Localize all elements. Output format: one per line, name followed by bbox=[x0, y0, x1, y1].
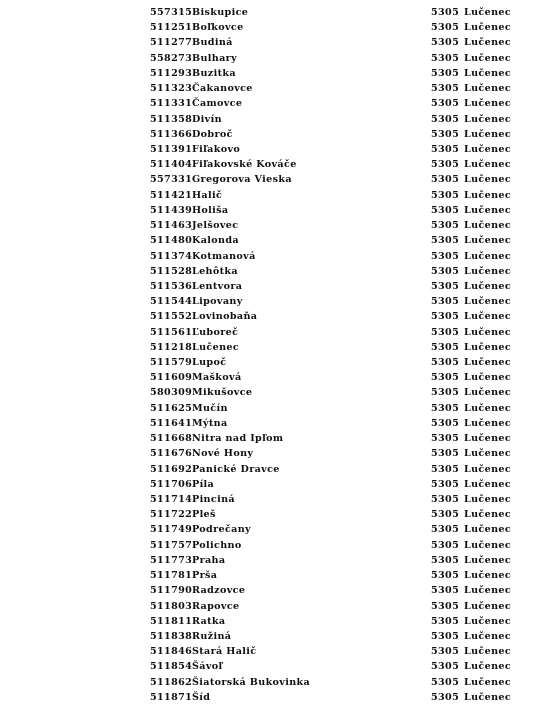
municipality-code: 511625 bbox=[150, 402, 193, 414]
municipality-code: 511421 bbox=[150, 189, 193, 201]
municipality-code: 511722 bbox=[150, 509, 193, 521]
municipality-table bbox=[0, 5, 556, 705]
municipality-code: 511480 bbox=[150, 235, 193, 247]
municipality-code: 511218 bbox=[150, 341, 193, 353]
district-name: Lučenec bbox=[464, 494, 512, 505]
municipality-code: 511277 bbox=[150, 37, 193, 49]
district-name: Lučenec bbox=[464, 326, 512, 338]
municipality-name: Pleš bbox=[192, 509, 216, 521]
district-name: Lučenec bbox=[464, 539, 512, 551]
municipality-name: Rapovce bbox=[192, 600, 240, 612]
municipality-code: 511404 bbox=[150, 159, 193, 171]
district-name: Lučenec bbox=[464, 478, 512, 490]
municipality-name: Píla bbox=[192, 478, 215, 490]
district-name: Lučenec bbox=[464, 22, 512, 34]
municipality-name: Jelšovec bbox=[192, 220, 239, 232]
municipality-name: Lupoč bbox=[192, 357, 227, 369]
table-row bbox=[0, 157, 556, 172]
district-name: Lučenec bbox=[464, 67, 512, 79]
municipality-name: Pinciná bbox=[192, 494, 235, 505]
municipality-code: 511811 bbox=[150, 615, 193, 627]
district-name: Lučenec bbox=[464, 280, 512, 292]
table-row bbox=[0, 355, 556, 370]
district-name: Lučenec bbox=[464, 585, 512, 597]
municipality-code: 511293 bbox=[150, 67, 193, 79]
municipality-code: 511714 bbox=[150, 494, 193, 505]
district-name: Lučenec bbox=[464, 600, 512, 612]
district-code: 5305 bbox=[431, 524, 460, 536]
table-row bbox=[0, 218, 556, 233]
municipality-code: 511871 bbox=[150, 691, 193, 703]
table-row bbox=[0, 127, 556, 142]
municipality-name: Nitra nad Ipľom bbox=[192, 433, 284, 445]
district-code: 5305 bbox=[431, 448, 460, 460]
table-row bbox=[0, 35, 556, 50]
municipality-name: Divín bbox=[192, 113, 222, 125]
municipality-name: Nové Hony bbox=[192, 448, 254, 460]
table-row bbox=[0, 599, 556, 614]
district-code: 5305 bbox=[431, 7, 460, 18]
district-name: Lučenec bbox=[464, 433, 512, 445]
district-code: 5305 bbox=[431, 311, 460, 323]
table-row bbox=[0, 416, 556, 431]
municipality-name: Budiná bbox=[192, 37, 233, 49]
table-row bbox=[0, 5, 556, 20]
district-name: Lučenec bbox=[464, 128, 512, 140]
district-name: Lučenec bbox=[464, 113, 512, 125]
district-name: Lučenec bbox=[464, 646, 512, 658]
municipality-code: 511862 bbox=[150, 676, 193, 688]
municipality-code: 511552 bbox=[150, 311, 193, 323]
table-row bbox=[0, 325, 556, 340]
district-code: 5305 bbox=[431, 539, 460, 551]
district-name: Lučenec bbox=[464, 509, 512, 521]
municipality-code: 511528 bbox=[150, 265, 193, 277]
table-row bbox=[0, 446, 556, 461]
district-name: Lučenec bbox=[464, 189, 512, 201]
municipality-code: 511803 bbox=[150, 600, 193, 612]
district-code: 5305 bbox=[431, 630, 460, 642]
municipality-name: Dobroč bbox=[192, 128, 233, 140]
municipality-code: 511838 bbox=[150, 630, 193, 642]
district-name: Lučenec bbox=[464, 265, 512, 277]
municipality-code: 511463 bbox=[150, 220, 193, 232]
municipality-code: 511757 bbox=[150, 539, 193, 551]
district-code: 5305 bbox=[431, 250, 460, 262]
district-code: 5305 bbox=[431, 402, 460, 414]
table-row bbox=[0, 538, 556, 553]
municipality-code: 580309 bbox=[150, 387, 193, 399]
district-name: Lučenec bbox=[464, 417, 512, 429]
table-row bbox=[0, 81, 556, 96]
municipality-code: 511668 bbox=[150, 433, 193, 445]
district-code: 5305 bbox=[431, 600, 460, 612]
municipality-code: 511846 bbox=[150, 646, 193, 658]
district-code: 5305 bbox=[431, 554, 460, 566]
table-row bbox=[0, 340, 556, 355]
district-code: 5305 bbox=[431, 204, 460, 216]
municipality-code: 511251 bbox=[150, 22, 193, 34]
table-row bbox=[0, 614, 556, 629]
district-code: 5305 bbox=[431, 585, 460, 597]
district-name: Lučenec bbox=[464, 676, 512, 688]
table-row bbox=[0, 279, 556, 294]
district-name: Lučenec bbox=[464, 463, 512, 475]
municipality-name: Šiatorská Bukovinka bbox=[192, 676, 311, 688]
district-name: Lučenec bbox=[464, 402, 512, 414]
municipality-name: Kalonda bbox=[192, 235, 239, 247]
municipality-code: 557331 bbox=[150, 174, 193, 186]
district-code: 5305 bbox=[431, 326, 460, 338]
municipality-name: Halič bbox=[192, 189, 223, 201]
district-name: Lučenec bbox=[464, 174, 512, 186]
municipality-name: Lovinobaňa bbox=[192, 311, 258, 323]
district-code: 5305 bbox=[431, 676, 460, 688]
municipality-name: Panické Dravce bbox=[192, 463, 280, 475]
district-code: 5305 bbox=[431, 341, 460, 353]
district-code: 5305 bbox=[431, 220, 460, 232]
municipality-name: Holiša bbox=[192, 204, 229, 216]
district-code: 5305 bbox=[431, 265, 460, 277]
municipality-code: 511331 bbox=[150, 98, 193, 110]
district-code: 5305 bbox=[431, 357, 460, 369]
table-row bbox=[0, 309, 556, 324]
municipality-name: Fiľakovské Kováče bbox=[192, 159, 297, 171]
district-code: 5305 bbox=[431, 189, 460, 201]
district-name: Lučenec bbox=[464, 448, 512, 460]
district-code: 5305 bbox=[431, 128, 460, 140]
table-row bbox=[0, 188, 556, 203]
municipality-code: 511854 bbox=[150, 661, 193, 673]
district-name: Lučenec bbox=[464, 691, 512, 703]
municipality-name: Mučín bbox=[192, 402, 228, 414]
municipality-name: Gregorova Vieska bbox=[192, 174, 292, 186]
district-name: Lučenec bbox=[464, 98, 512, 110]
table-row bbox=[0, 264, 556, 279]
table-row bbox=[0, 233, 556, 248]
district-code: 5305 bbox=[431, 494, 460, 505]
district-name: Lučenec bbox=[464, 296, 512, 308]
district-code: 5305 bbox=[431, 296, 460, 308]
municipality-code: 511544 bbox=[150, 296, 193, 308]
district-name: Lučenec bbox=[464, 143, 512, 155]
municipality-name: Mašková bbox=[192, 372, 242, 384]
municipality-code: 511790 bbox=[150, 585, 193, 597]
district-code: 5305 bbox=[431, 570, 460, 582]
district-name: Lučenec bbox=[464, 661, 512, 673]
municipality-code: 511676 bbox=[150, 448, 193, 460]
district-code: 5305 bbox=[431, 113, 460, 125]
municipality-code: 511692 bbox=[150, 463, 193, 475]
municipality-code: 511391 bbox=[150, 143, 193, 155]
table-row bbox=[0, 675, 556, 690]
municipality-code: 511773 bbox=[150, 554, 193, 566]
municipality-code: 511374 bbox=[150, 250, 193, 262]
district-name: Lučenec bbox=[464, 52, 512, 64]
table-row bbox=[0, 142, 556, 157]
district-code: 5305 bbox=[431, 22, 460, 34]
municipality-code: 558273 bbox=[150, 52, 193, 64]
district-code: 5305 bbox=[431, 478, 460, 490]
municipality-name: Lehôtka bbox=[192, 265, 238, 277]
municipality-name: Lučenec bbox=[192, 341, 240, 353]
district-name: Lučenec bbox=[464, 235, 512, 247]
district-code: 5305 bbox=[431, 646, 460, 658]
municipality-name: Radzovce bbox=[192, 585, 246, 597]
municipality-code: 511358 bbox=[150, 113, 193, 125]
municipality-name: Bulhary bbox=[192, 52, 237, 64]
table-row bbox=[0, 492, 556, 507]
municipality-name: Čamovce bbox=[192, 98, 243, 110]
municipality-name: Biskupice bbox=[192, 7, 249, 18]
table-row bbox=[0, 522, 556, 537]
municipality-code: 511536 bbox=[150, 280, 193, 292]
district-name: Lučenec bbox=[464, 630, 512, 642]
district-name: Lučenec bbox=[464, 341, 512, 353]
district-name: Lučenec bbox=[464, 387, 512, 399]
district-code: 5305 bbox=[431, 372, 460, 384]
district-name: Lučenec bbox=[464, 159, 512, 171]
municipality-name: Ratka bbox=[192, 615, 226, 627]
municipality-name: Polichno bbox=[192, 539, 242, 551]
municipality-code: 557315 bbox=[150, 7, 193, 18]
district-code: 5305 bbox=[431, 37, 460, 49]
municipality-name: Stará Halič bbox=[192, 646, 257, 658]
district-name: Lučenec bbox=[464, 37, 512, 49]
municipality-name: Lipovany bbox=[192, 296, 243, 308]
district-code: 5305 bbox=[431, 174, 460, 186]
table-row bbox=[0, 553, 556, 568]
district-code: 5305 bbox=[431, 433, 460, 445]
municipality-code: 511439 bbox=[150, 204, 193, 216]
district-code: 5305 bbox=[431, 159, 460, 171]
table-row bbox=[0, 401, 556, 416]
table-row bbox=[0, 66, 556, 81]
table-row bbox=[0, 51, 556, 66]
municipality-code: 511579 bbox=[150, 357, 193, 369]
district-name: Lučenec bbox=[464, 250, 512, 262]
table-row bbox=[0, 644, 556, 659]
municipality-name: Prša bbox=[192, 570, 218, 582]
municipality-code: 511561 bbox=[150, 326, 193, 338]
district-name: Lučenec bbox=[464, 311, 512, 323]
municipality-code: 511641 bbox=[150, 417, 193, 429]
table-row bbox=[0, 112, 556, 127]
table-row bbox=[0, 203, 556, 218]
municipality-name: Čakanovce bbox=[192, 83, 253, 95]
district-name: Lučenec bbox=[464, 220, 512, 232]
table-row bbox=[0, 431, 556, 446]
table-row bbox=[0, 20, 556, 35]
municipality-name: Šíd bbox=[192, 691, 211, 703]
table-row bbox=[0, 462, 556, 477]
municipality-name: Praha bbox=[192, 554, 226, 566]
table-row bbox=[0, 249, 556, 264]
municipality-name: Kotmanová bbox=[192, 250, 256, 262]
municipality-name: Mýtna bbox=[192, 417, 228, 429]
district-code: 5305 bbox=[431, 67, 460, 79]
municipality-code: 511781 bbox=[150, 570, 193, 582]
table-row bbox=[0, 96, 556, 111]
table-row bbox=[0, 370, 556, 385]
district-name: Lučenec bbox=[464, 83, 512, 95]
district-name: Lučenec bbox=[464, 7, 512, 18]
district-name: Lučenec bbox=[464, 204, 512, 216]
district-code: 5305 bbox=[431, 98, 460, 110]
table-row bbox=[0, 385, 556, 400]
municipality-name: Buzitka bbox=[192, 67, 236, 79]
table-row bbox=[0, 172, 556, 187]
district-code: 5305 bbox=[431, 509, 460, 521]
table-row bbox=[0, 294, 556, 309]
municipality-name: Lentvora bbox=[192, 280, 243, 292]
district-name: Lučenec bbox=[464, 554, 512, 566]
table-row bbox=[0, 507, 556, 522]
municipality-code: 511749 bbox=[150, 524, 193, 536]
table-row bbox=[0, 659, 556, 674]
table-row bbox=[0, 568, 556, 583]
district-code: 5305 bbox=[431, 280, 460, 292]
district-name: Lučenec bbox=[464, 615, 512, 627]
district-name: Lučenec bbox=[464, 570, 512, 582]
district-code: 5305 bbox=[431, 661, 460, 673]
table-row bbox=[0, 690, 556, 705]
municipality-code: 511323 bbox=[150, 83, 193, 95]
municipality-name: Ružiná bbox=[192, 630, 232, 642]
municipality-code: 511366 bbox=[150, 128, 193, 140]
table-row bbox=[0, 477, 556, 492]
district-code: 5305 bbox=[431, 235, 460, 247]
district-name: Lučenec bbox=[464, 357, 512, 369]
municipality-name: Podrečany bbox=[192, 524, 251, 536]
district-code: 5305 bbox=[431, 417, 460, 429]
district-code: 5305 bbox=[431, 463, 460, 475]
district-code: 5305 bbox=[431, 387, 460, 399]
table-row bbox=[0, 583, 556, 598]
municipality-name: Ľuboreč bbox=[192, 326, 239, 338]
municipality-name: Mikušovce bbox=[192, 387, 253, 399]
district-name: Lučenec bbox=[464, 372, 512, 384]
municipality-name: Fiľakovo bbox=[192, 143, 241, 155]
district-code: 5305 bbox=[431, 691, 460, 703]
municipality-code: 511706 bbox=[150, 478, 193, 490]
district-code: 5305 bbox=[431, 52, 460, 64]
district-code: 5305 bbox=[431, 615, 460, 627]
district-code: 5305 bbox=[431, 143, 460, 155]
district-name: Lučenec bbox=[464, 524, 512, 536]
municipality-code: 511609 bbox=[150, 372, 193, 384]
district-code: 5305 bbox=[431, 83, 460, 95]
municipality-name: Šávoľ bbox=[192, 661, 223, 673]
municipality-name: Boľkovce bbox=[192, 22, 244, 34]
table-row bbox=[0, 629, 556, 644]
